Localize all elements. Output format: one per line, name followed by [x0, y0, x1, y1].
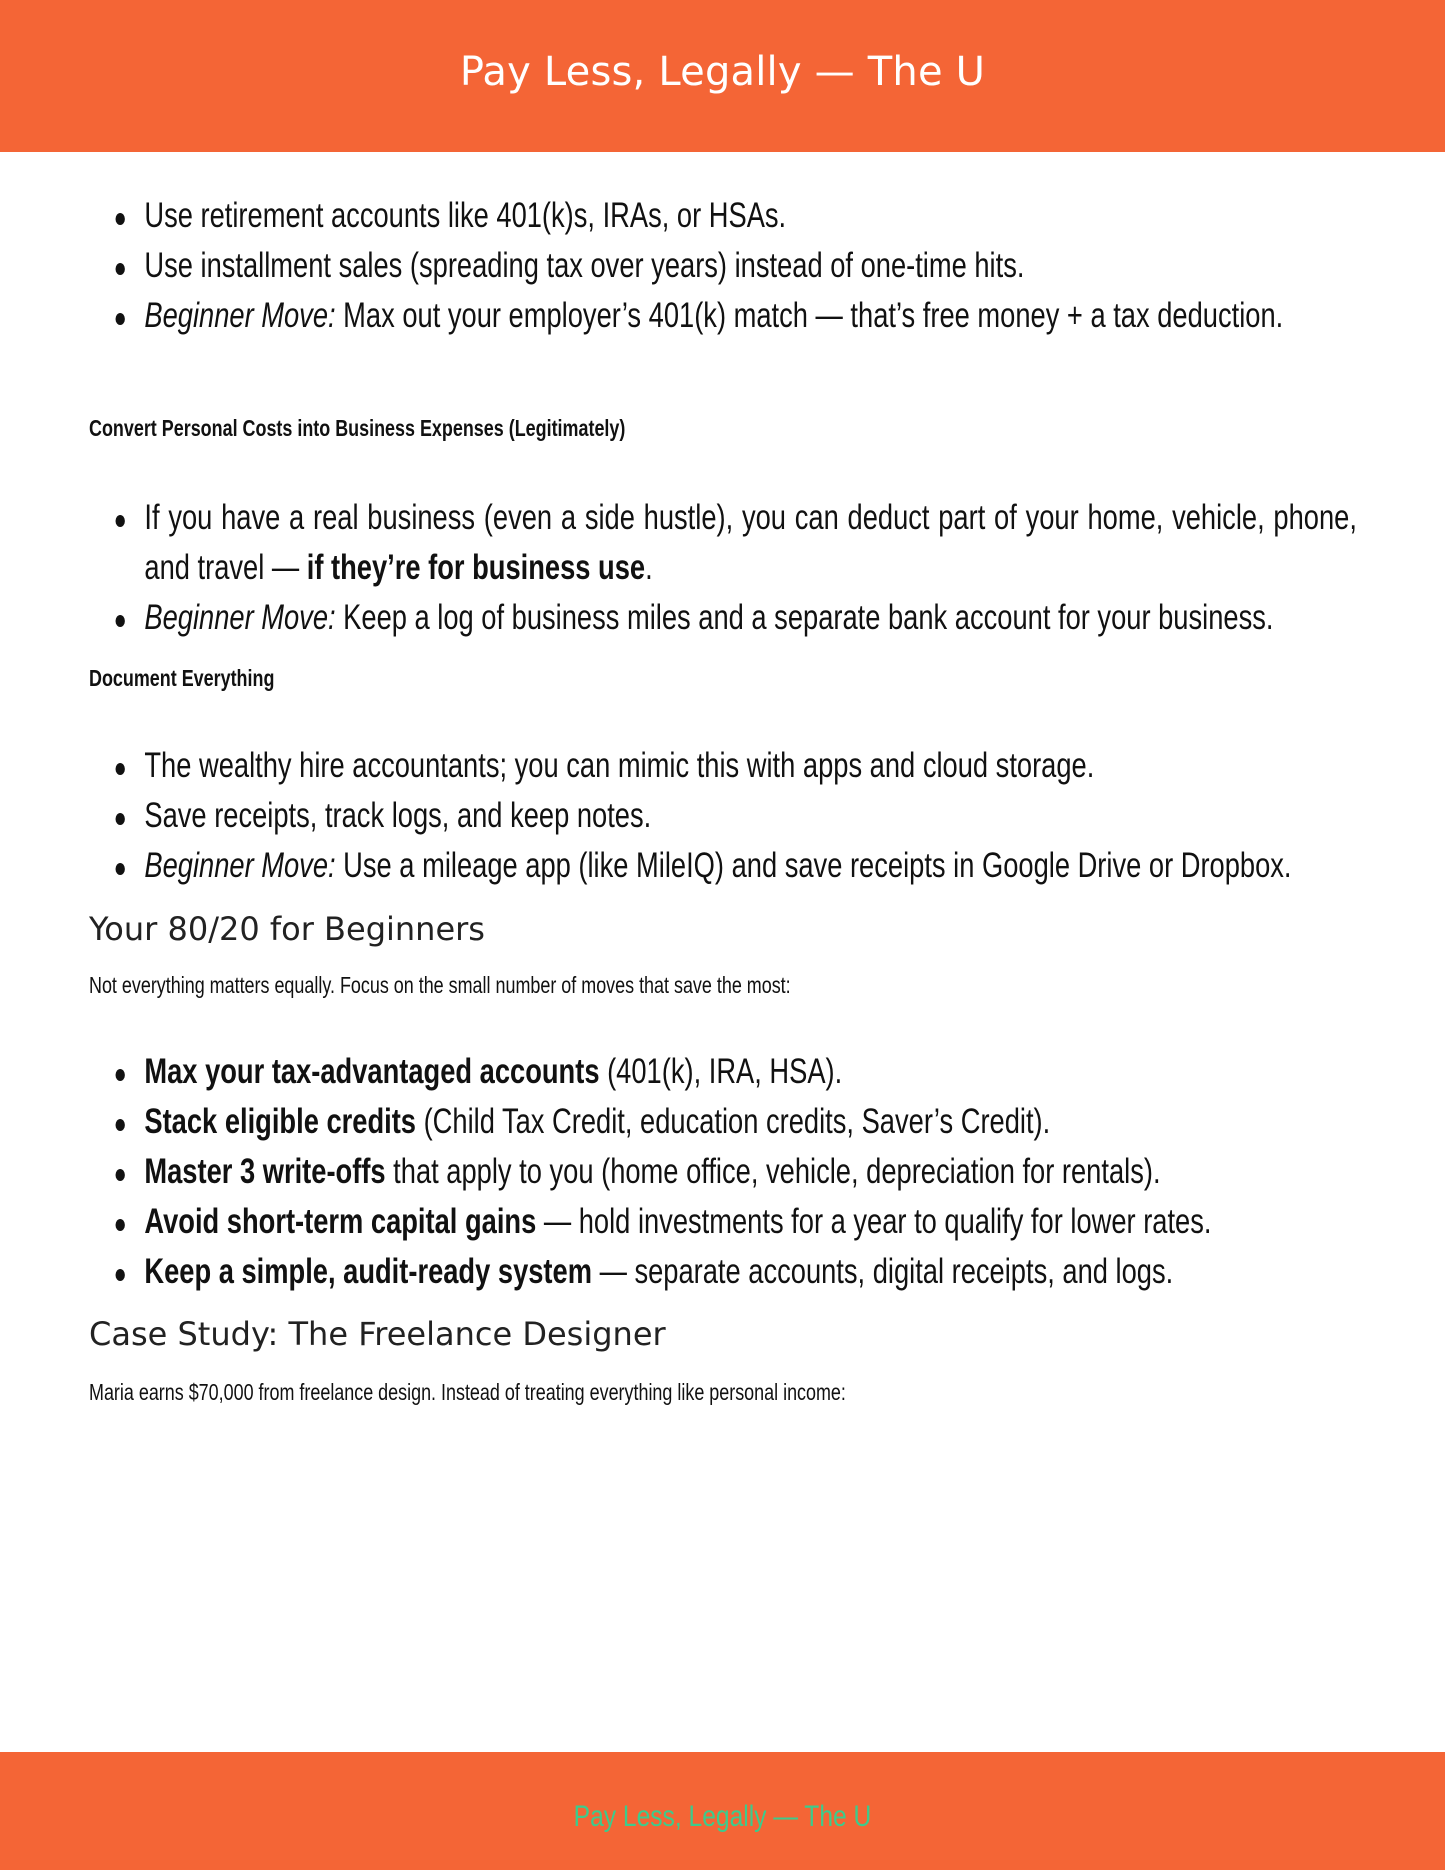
bullet-icon: [116, 813, 125, 825]
business-expenses-list: [89, 493, 1357, 643]
list-item: Save receipts, track logs, and keep notes.: [89, 791, 1357, 841]
beginner-move-label: Beginner Move:: [144, 846, 336, 885]
bullet-icon: [116, 515, 125, 527]
bullet-icon: [116, 263, 125, 275]
bullet-icon: [116, 1169, 125, 1181]
document-list-block: [89, 741, 1357, 891]
retirement-list: [89, 191, 1357, 341]
list-item: Master 3 write-offs that apply to you (home office, vehicle, depreciation for rentals).: [89, 1147, 1357, 1197]
document-list: [89, 741, 1357, 891]
list-item: Avoid short-term capital gains — hold investments for a year to qualify for lower rates.: [89, 1197, 1357, 1247]
list-item: If you have a real business (even a side hustle), you can deduct part of your home, vehicle, phone, and travel — if they’re for business use.: [89, 493, 1357, 593]
bullet-icon: [116, 213, 125, 225]
bullet-icon: [116, 1219, 125, 1231]
beginner-move-label: Beginner Move:: [144, 598, 336, 637]
header-title: Pay Less, Legally — The U: [459, 49, 986, 95]
section4-intro-block: [89, 970, 1357, 1000]
list-item: Keep a simple, audit-ready system — separate accounts, digital receipts, and logs.: [89, 1247, 1357, 1297]
section5-intro-block: [89, 1377, 1357, 1407]
section-intro: Maria earns $70,000 from freelance design. Instead of treating everything like personal income:: [89, 1379, 846, 1405]
retirement-list-block: [89, 191, 1357, 341]
bullet-icon: [116, 615, 125, 627]
bullet-icon: [116, 313, 125, 325]
section-title-case-study: Case Study: The Freelance Designer: [89, 1315, 666, 1353]
business-expenses-list-block: [89, 493, 1357, 643]
list-item: Beginner Move: Keep a log of business miles and a separate bank account for your business.: [89, 593, 1357, 643]
list-item: Beginner Move: Use a mileage app (like MileIQ) and save receipts in Google Drive or Dropbox.: [89, 841, 1357, 891]
section-heading: Document Everything: [89, 665, 275, 691]
section-heading: Convert Personal Costs into Business Expenses (Legitimately): [89, 415, 626, 441]
eighty-twenty-list-block: [89, 1047, 1357, 1297]
eighty-twenty-list: [89, 1047, 1357, 1297]
list-item: Use installment sales (spreading tax over years) instead of one-time hits.: [89, 241, 1357, 291]
bullet-icon: [116, 1119, 125, 1131]
page-footer: [0, 1752, 1445, 1870]
business-expenses-heading-block: [89, 413, 1357, 443]
section-title-80-20: Your 80/20 for Beginners: [89, 910, 485, 948]
list-item: Max your tax-advantaged accounts (401(k), IRA, HSA).: [89, 1047, 1357, 1097]
bullet-icon: [116, 763, 125, 775]
list-item: Stack eligible credits (Child Tax Credit, education credits, Saver’s Credit).: [89, 1097, 1357, 1147]
list-item: Use retirement accounts like 401(k)s, IRAs, or HSAs.: [89, 191, 1357, 241]
section-intro: Not everything matters equally. Focus on the small number of moves that save the most:: [89, 972, 791, 998]
footer-title: Pay Less, Legally — The U: [573, 1800, 872, 1833]
list-item: The wealthy hire accountants; you can mimic this with apps and cloud storage.: [89, 741, 1357, 791]
beginner-move-label: Beginner Move:: [144, 296, 336, 335]
list-item: Beginner Move: Max out your employer’s 401(k) match — that’s free money + a tax deduction.: [89, 291, 1357, 341]
page-header: [0, 0, 1445, 152]
document-heading-block: [89, 663, 1357, 693]
bullet-icon: [116, 1269, 125, 1281]
bullet-icon: [116, 1069, 125, 1081]
bullet-icon: [116, 863, 125, 875]
